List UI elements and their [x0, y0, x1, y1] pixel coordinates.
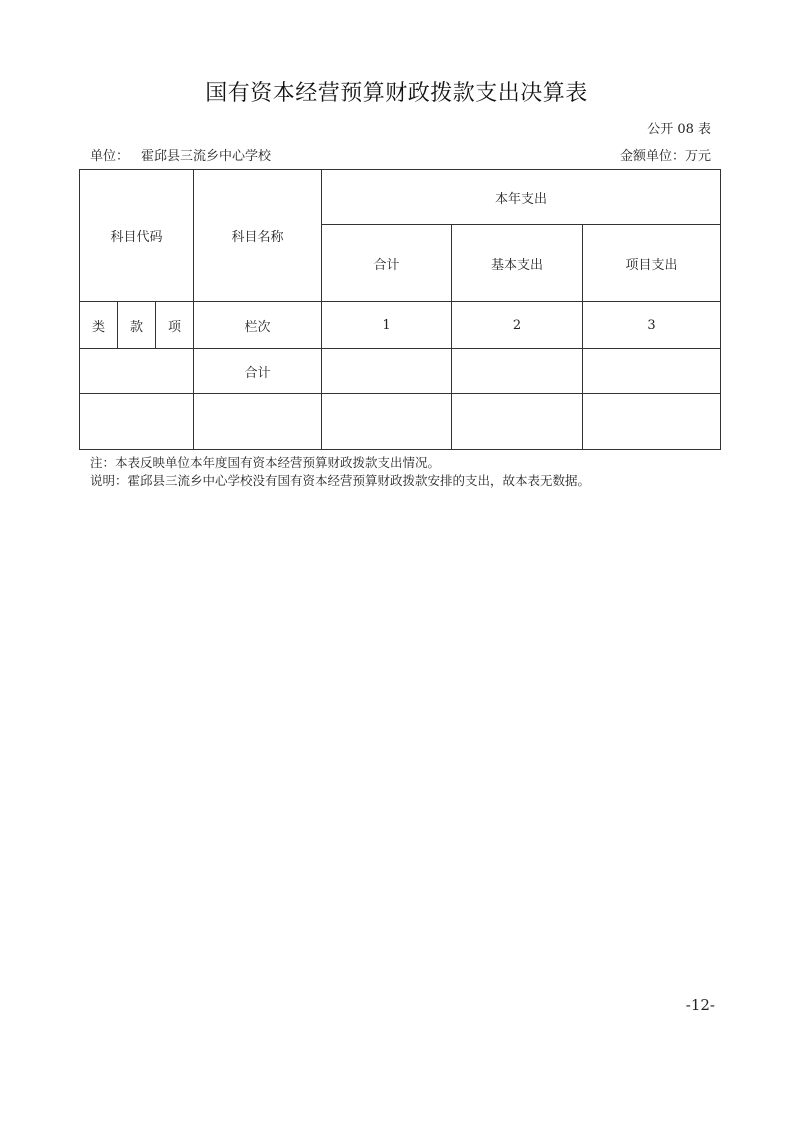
unit-name: 霍邱县三流乡中心学校	[141, 149, 272, 164]
empty-project-cell	[583, 394, 721, 450]
sum-basic-cell	[452, 349, 583, 394]
col-lei: 类	[80, 302, 118, 349]
sum-code-cell	[80, 349, 194, 394]
col-number-3: 3	[583, 302, 721, 349]
empty-code-cell	[80, 394, 194, 450]
col-kuan: 款	[118, 302, 156, 349]
col-number-1: 1	[322, 302, 452, 349]
notes-block	[90, 454, 590, 490]
empty-name-cell	[194, 394, 322, 450]
col-xiang: 项	[156, 302, 194, 349]
sum-project-cell	[583, 349, 721, 394]
note-line: 注：本表反映单位本年度国有资本经营预算财政拨款支出情况。	[90, 455, 441, 470]
form-number: 公开 08 表	[647, 122, 711, 137]
sum-label: 合计	[194, 349, 322, 394]
sum-row	[80, 349, 721, 394]
lanci-label: 栏次	[194, 302, 322, 349]
col-number-2: 2	[452, 302, 583, 349]
unit-label: 单位：	[90, 149, 130, 164]
empty-basic-cell	[452, 394, 583, 450]
expenditure-table	[79, 169, 721, 450]
code-header: 科目代码	[80, 170, 194, 302]
unit-line	[90, 145, 271, 164]
basic-expenditure-header: 基本支出	[452, 225, 583, 302]
sum-total-cell	[322, 349, 452, 394]
year-expenditure-header: 本年支出	[322, 170, 721, 225]
empty-row	[80, 394, 721, 450]
empty-total-cell	[322, 394, 452, 450]
header-row-1	[80, 170, 721, 225]
name-header: 科目名称	[194, 170, 322, 302]
project-expenditure-header: 项目支出	[583, 225, 721, 302]
column-number-row	[80, 302, 721, 349]
page-number: -12-	[685, 996, 715, 1014]
total-header: 合计	[322, 225, 452, 302]
money-unit: 金额单位：万元	[619, 149, 711, 164]
explanation-line: 说明：霍邱县三流乡中心学校没有国有资本经营预算财政拨款安排的支出，故本表无数据。	[90, 473, 591, 488]
page-title: 国有资本经营预算财政拨款支出决算表	[205, 81, 588, 106]
